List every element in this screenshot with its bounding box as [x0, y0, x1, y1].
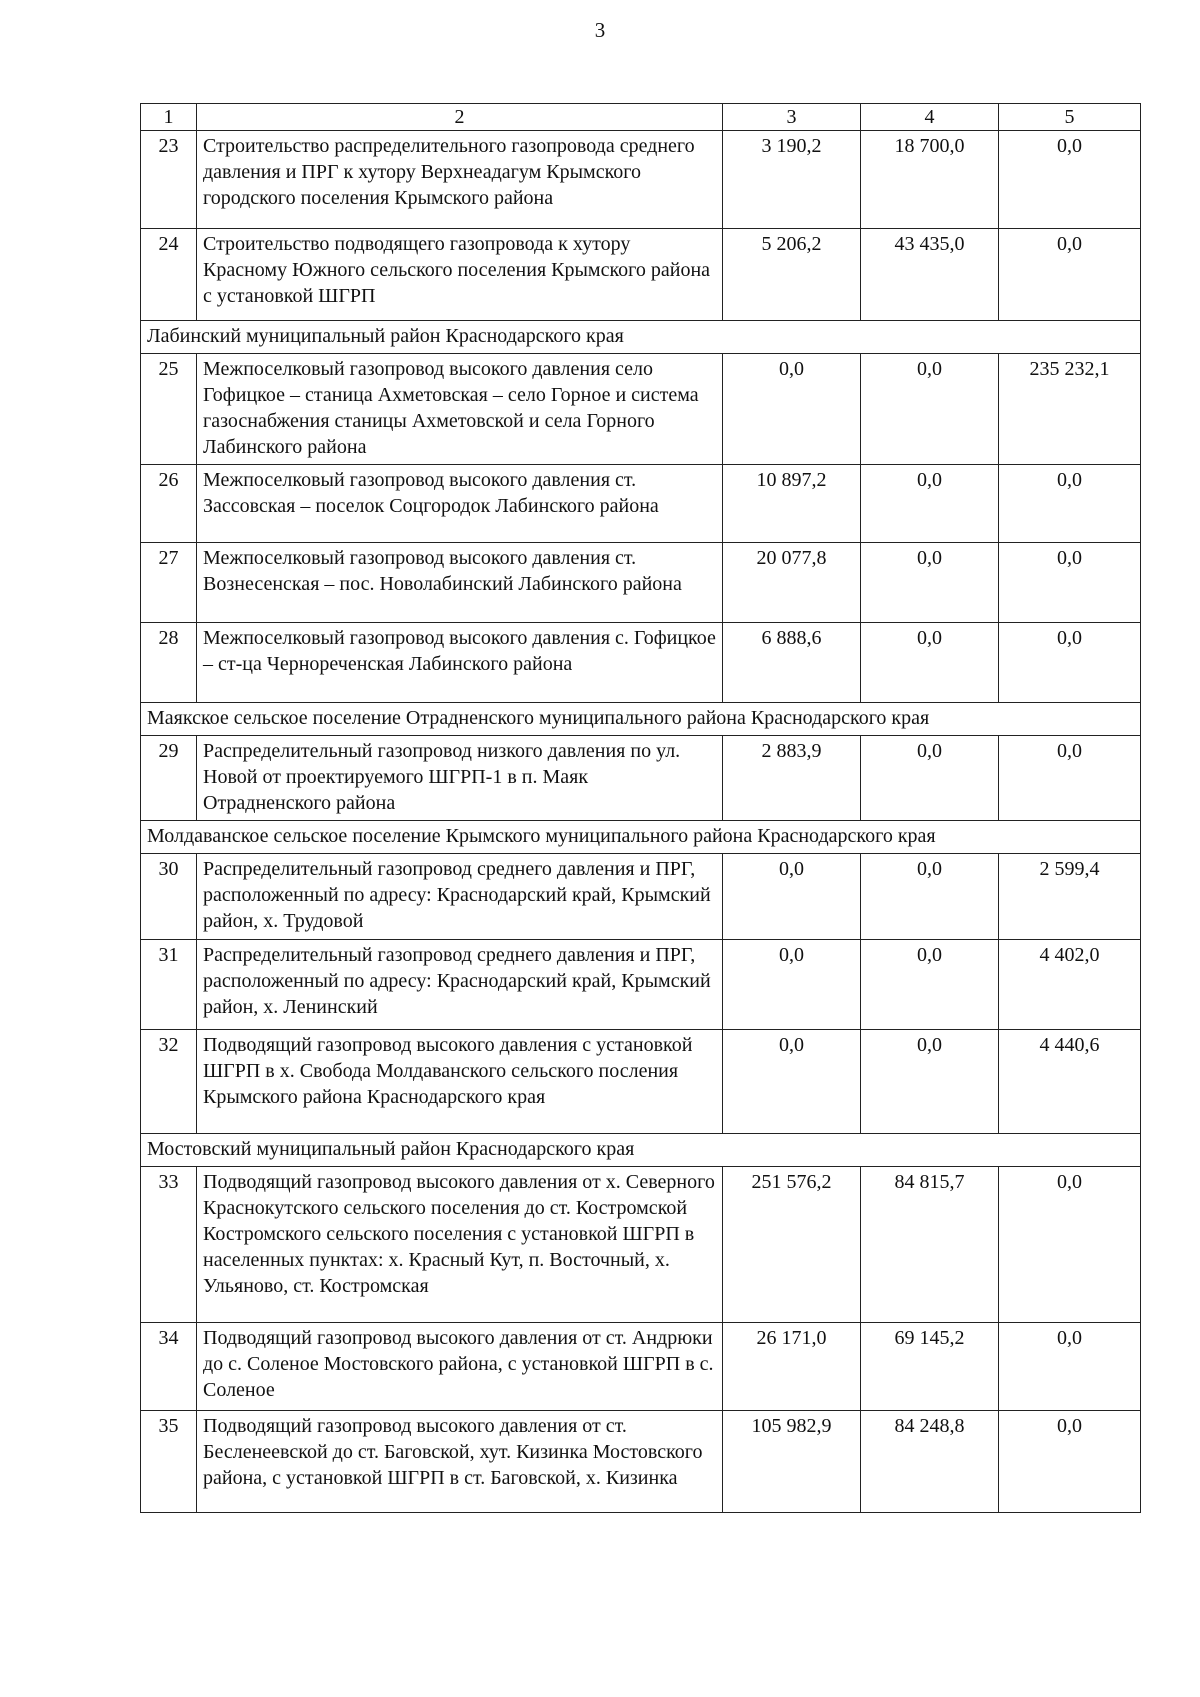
table-body: [141, 131, 1141, 1513]
row-number: 25: [141, 354, 197, 465]
table-row: [141, 623, 1141, 703]
row-number: 30: [141, 854, 197, 940]
table-row: [141, 543, 1141, 623]
value-col-4: 69 145,2: [861, 1323, 999, 1411]
value-col-3: 10 897,2: [723, 465, 861, 543]
section-title: Лабинский муниципальный район Краснодарского края: [141, 321, 1141, 354]
row-number: 28: [141, 623, 197, 703]
value-col-3: 0,0: [723, 940, 861, 1030]
section-title: Мостовский муниципальный район Краснодарского края: [141, 1134, 1141, 1167]
value-col-5: 0,0: [999, 1167, 1141, 1323]
row-description: Межпоселковый газопровод высокого давления с. Гофицкое – ст-ца Черноречeнская Лабинского района: [197, 623, 723, 703]
value-col-3: 20 077,8: [723, 543, 861, 623]
row-number: 31: [141, 940, 197, 1030]
row-description: Межпоселковый газопровод высокого давления ст. Зассовская – поселок Соцгородок Лабинского района: [197, 465, 723, 543]
table-row: [141, 229, 1141, 321]
value-col-3: 5 206,2: [723, 229, 861, 321]
value-col-3: 0,0: [723, 1030, 861, 1134]
value-col-4: 84 815,7: [861, 1167, 999, 1323]
value-col-5: 0,0: [999, 543, 1141, 623]
table-row: [141, 1323, 1141, 1411]
table-row: [141, 131, 1141, 229]
row-number: 27: [141, 543, 197, 623]
value-col-5: 0,0: [999, 1323, 1141, 1411]
row-number: 32: [141, 1030, 197, 1134]
row-description: Распределительный газопровод среднего давления и ПРГ, расположенный по адресу: Краснодарский край, Крымский район, х. Ленинский: [197, 940, 723, 1030]
value-col-3: 26 171,0: [723, 1323, 861, 1411]
value-col-3: 2 883,9: [723, 736, 861, 821]
page-number: 3: [594, 18, 606, 42]
row-number: 33: [141, 1167, 197, 1323]
section-row: [141, 1134, 1141, 1167]
value-col-3: 0,0: [723, 854, 861, 940]
value-col-4: 0,0: [861, 465, 999, 543]
section-row: [141, 821, 1141, 854]
value-col-5: 0,0: [999, 131, 1141, 229]
section-row: [141, 703, 1141, 736]
column-header: 3: [723, 104, 861, 131]
value-col-5: 0,0: [999, 465, 1141, 543]
value-col-5: 235 232,1: [999, 354, 1141, 465]
column-header: 1: [141, 104, 197, 131]
row-description: Подводящий газопровод высокого давления от ст. Андрюки до с. Соленое Мостовского района, с установкой ШГРП в с. Соленое: [197, 1323, 723, 1411]
row-description: Распределительный газопровод среднего давления и ПРГ, расположенный по адресу: Краснодарский край, Крымский район, х. Трудовой: [197, 854, 723, 940]
row-number: 26: [141, 465, 197, 543]
section-row: [141, 321, 1141, 354]
value-col-4: 0,0: [861, 736, 999, 821]
row-description: Подводящий газопровод высокого давления с установкой ШГРП в х. Свобода Молдаванского сельского посления Крымского района Краснодарского края: [197, 1030, 723, 1134]
table-row: [141, 940, 1141, 1030]
value-col-3: 6 888,6: [723, 623, 861, 703]
row-number: 24: [141, 229, 197, 321]
value-col-4: 43 435,0: [861, 229, 999, 321]
row-description: Распределительный газопровод низкого давления по ул. Новой от проектируемого ШГРП-1 в п. Маяк Отрадненского района: [197, 736, 723, 821]
value-col-4: 0,0: [861, 623, 999, 703]
row-number: 35: [141, 1411, 197, 1513]
table-row: [141, 1167, 1141, 1323]
column-header: 5: [999, 104, 1141, 131]
column-header: 2: [197, 104, 723, 131]
row-description: Подводящий газопровод высокого давления от х. Северного Краснокутского сельского поселения до ст. Костромской Костромского сельского поселения с установкой ШГРП в населенных пунктах: х. Красный Кут, п. Восточный, х. Ульяново, ст. Костромская: [197, 1167, 723, 1323]
section-title: Молдаванское сельское поселение Крымского муниципального района Краснодарского края: [141, 821, 1141, 854]
value-col-4: 0,0: [861, 940, 999, 1030]
table-row: [141, 736, 1141, 821]
table-row: [141, 1030, 1141, 1134]
row-description: Строительство подводящего газопровода к хутору Красному Южного сельского поселения Крымского района с установкой ШГРП: [197, 229, 723, 321]
value-col-4: 84 248,8: [861, 1411, 999, 1513]
row-description: Строительство распределительного газопровода среднего давления и ПРГ к хутору Верхнеадагум Крымского городского поселения Крымского района: [197, 131, 723, 229]
table-row: [141, 465, 1141, 543]
value-col-3: 251 576,2: [723, 1167, 861, 1323]
table-row: [141, 1411, 1141, 1513]
row-number: 23: [141, 131, 197, 229]
row-description: Подводящий газопровод высокого давления от ст. Бесленеевской до ст. Баговской, хут. Кизинка Мостовского района, с установкой ШГРП в ст. Баговской, х. Кизинка: [197, 1411, 723, 1513]
row-description: Межпоселковый газопровод высокого давления село Гофицкое – станица Ахметовская – село Горное и система газоснабжения станицы Ахметовской и села Горного Лабинского района: [197, 354, 723, 465]
funding-table: [140, 103, 1141, 1513]
value-col-3: 3 190,2: [723, 131, 861, 229]
value-col-5: 2 599,4: [999, 854, 1141, 940]
table-row: [141, 354, 1141, 465]
value-col-3: 105 982,9: [723, 1411, 861, 1513]
value-col-5: 4 440,6: [999, 1030, 1141, 1134]
header-row: [141, 104, 1141, 131]
value-col-5: 0,0: [999, 736, 1141, 821]
value-col-5: 0,0: [999, 1411, 1141, 1513]
value-col-4: 0,0: [861, 854, 999, 940]
row-number: 29: [141, 736, 197, 821]
value-col-3: 0,0: [723, 354, 861, 465]
value-col-4: 0,0: [861, 543, 999, 623]
section-title: Маякское сельское поселение Отрадненского муниципального района Краснодарского края: [141, 703, 1141, 736]
row-description: Межпоселковый газопровод высокого давления ст. Вознесенская – пос. Новолабинский Лабинского района: [197, 543, 723, 623]
value-col-4: 0,0: [861, 1030, 999, 1134]
value-col-5: 0,0: [999, 229, 1141, 321]
table-row: [141, 854, 1141, 940]
column-header: 4: [861, 104, 999, 131]
value-col-4: 0,0: [861, 354, 999, 465]
row-number: 34: [141, 1323, 197, 1411]
value-col-5: 4 402,0: [999, 940, 1141, 1030]
value-col-5: 0,0: [999, 623, 1141, 703]
value-col-4: 18 700,0: [861, 131, 999, 229]
